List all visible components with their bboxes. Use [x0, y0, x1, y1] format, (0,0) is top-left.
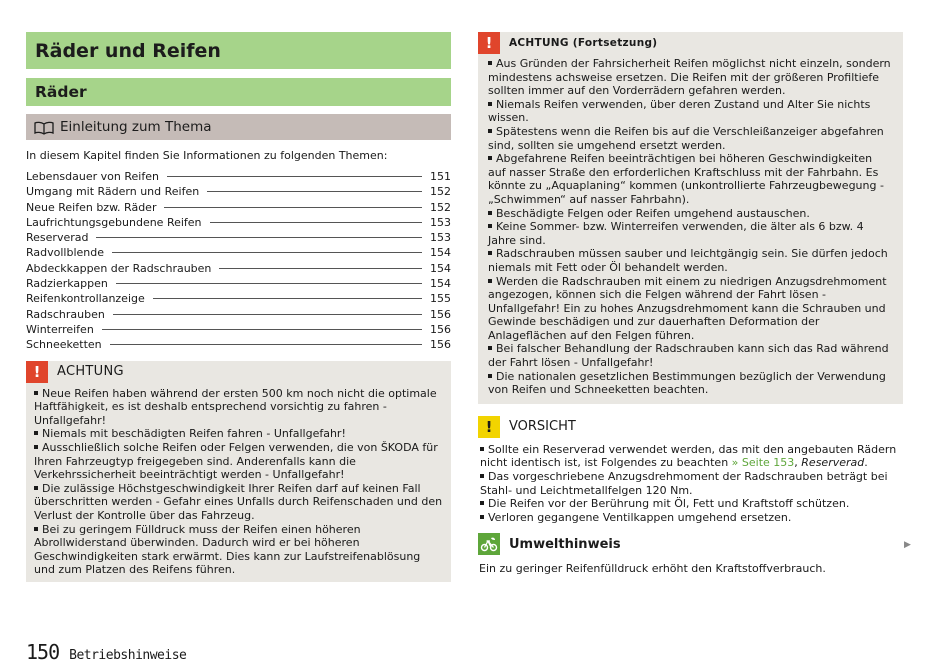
warning-title: ACHTUNG [57, 364, 124, 380]
list-item-text: Verloren gegangene Ventilkappen umgehend ersetzen. [488, 510, 792, 524]
list-item [34, 427, 443, 441]
toc-leader [153, 298, 422, 299]
toc-entry[interactable] [26, 185, 451, 200]
toc-entry[interactable] [26, 170, 451, 185]
list-item-text: Aus Gründen der Fahrsicherheit Reifen möglichst nicht einzeln, sondern mindestens achsweise ersetzen. Die Reifen mit der größeren Profiltiefe sollten immer auf den Vorderrädern gefahren werden. [488, 57, 891, 98]
warning-continued-header [478, 32, 903, 54]
warning-icon: ! [26, 361, 48, 383]
toc-leader [110, 344, 422, 345]
next-page-arrow-icon[interactable]: ▶ [904, 540, 911, 550]
toc-entry[interactable] [26, 308, 451, 323]
chapter-title-bar [26, 32, 451, 69]
footer-section: Betriebshinweise [69, 648, 187, 663]
warning-list [26, 383, 451, 577]
toc-label: Lebensdauer von Reifen [26, 170, 159, 183]
list-item-text: Beschädigte Felgen oder Reifen umgehend austauschen. [496, 206, 810, 220]
list-item [480, 497, 901, 511]
list-item-text: Bei falscher Behandlung der Radschrauben kann sich das Rad während der Fahrt lösen - Unfallgefahr! [488, 342, 889, 370]
bullet-icon [34, 391, 38, 395]
bullet-icon [488, 102, 492, 106]
list-item [34, 482, 443, 523]
toc-label: Abdeckkappen der Radschrauben [26, 261, 212, 275]
toc-page: 151 [430, 170, 451, 183]
bullet-icon [488, 374, 492, 378]
punctuation: , [794, 456, 802, 470]
list-item [480, 443, 901, 470]
table-of-contents [26, 170, 451, 354]
page-footer [26, 640, 186, 664]
toc-page: 152 [430, 200, 451, 214]
environment-title: Umwelthinweis [509, 536, 621, 552]
toc-label: Laufrichtungsgebundene Reifen [26, 215, 202, 229]
toc-page: 154 [430, 246, 451, 260]
toc-page: 155 [430, 292, 451, 306]
bullet-icon [488, 61, 492, 65]
toc-entry[interactable] [26, 201, 451, 216]
bullet-icon [488, 129, 492, 133]
list-item-text: Bei zu geringem Fülldruck muss der Reifen einen höheren Abrollwiderstand überwinden. Dadurch wird er bei höheren Geschwindigkeiten stark erwärmt. Dies kann zur Laufstreifenablösung und zum Platzen des Reifens führen. [34, 522, 421, 577]
toc-page: 152 [430, 185, 451, 199]
toc-page: 154 [430, 261, 451, 275]
warning-icon: ! [478, 32, 500, 54]
bullet-icon [488, 346, 492, 350]
list-item-text: Die zulässige Höchstgeschwindigkeit Ihrer Reifen darf auf keinen Fall überschritten werden - Gefahr eines Unfalls durch Reifenschaden und den Verlust der Kontrolle über das Fahrzeug. [34, 481, 443, 522]
list-item-text: Radschrauben müssen sauber und leichtgängig sein. Sie dürfen jedoch niemals mit Fett oder Öl behandelt werden. [488, 247, 888, 274]
page-reference-link[interactable]: » Seite 153 [731, 456, 795, 470]
list-item-text: Das vorgeschriebene Anzugsdrehmoment der Radschrauben beträgt bei Stahl- und Leichtmetallfelgen 120 Nm. [480, 470, 888, 497]
list-item [488, 152, 893, 206]
toc-entry[interactable] [26, 292, 451, 307]
caution-title: VORSICHT [509, 419, 576, 435]
page-number: 150 [26, 640, 60, 664]
bullet-icon [480, 501, 484, 505]
list-item [488, 342, 893, 369]
intro-text: In diesem Kapitel finden Sie Informationen zu folgenden Themen: [26, 149, 388, 162]
list-item-text: Die Reifen vor der Berührung mit Öl, Fett und Kraftstoff schützen. [488, 497, 850, 511]
bullet-icon [488, 156, 492, 160]
caution-list [478, 443, 903, 525]
bullet-icon [34, 527, 38, 531]
list-item-text: Niemals Reifen verwenden, über deren Zustand und Alter Sie nichts wissen. [488, 97, 871, 125]
list-item [488, 57, 893, 98]
list-item-text: Die nationalen gesetzlichen Bestimmungen bezüglich der Verwendung von Reifen und Schneeketten beachten. [488, 369, 886, 397]
list-item [488, 125, 893, 152]
list-item [34, 523, 443, 577]
list-item-text: Spätestens wenn die Reifen bis auf die Verschleißanzeiger abgefahren sind, sollten sie umgehend ersetzt werden. [488, 124, 884, 152]
list-item [488, 207, 893, 221]
toc-leader [102, 329, 422, 330]
toc-label: Reifenkontrollanzeige [26, 292, 145, 306]
toc-entry[interactable] [26, 246, 451, 261]
list-item [488, 275, 893, 343]
section-title: Räder [35, 83, 87, 101]
list-item [480, 470, 901, 497]
list-item [488, 370, 893, 397]
toc-page: 153 [430, 215, 451, 229]
caution-icon: ! [478, 416, 500, 438]
bullet-icon [480, 447, 484, 451]
list-item [34, 441, 443, 482]
list-item [488, 247, 893, 274]
list-item [488, 98, 893, 125]
environment-header [478, 533, 903, 555]
list-item-text: Sollte ein Reserverad verwendet werden, das mit den angebauten Rädern nicht identisch ist, ist Folgendes zu beachten [480, 442, 897, 470]
toc-entry[interactable] [26, 216, 451, 231]
bullet-icon [34, 486, 38, 490]
bullet-icon [34, 431, 38, 435]
toc-label: Radzierkappen [26, 277, 108, 291]
reference-title: Reserverad [801, 456, 865, 470]
warning-continued-list [478, 54, 903, 397]
toc-label: Neue Reifen bzw. Räder [26, 200, 157, 214]
list-item [488, 220, 893, 247]
toc-page: 154 [430, 277, 451, 291]
environment-icon [478, 533, 500, 555]
toc-page: 156 [430, 322, 451, 336]
list-item-text: Ausschließlich solche Reifen oder Felgen verwenden, die von ŠKODA für Ihren Fahrzeugtyp freigegeben sind. Anderenfalls kann die Verkehrssicherheit beeinträchtigt werden - Unfallgefahr! [34, 440, 438, 482]
toc-leader [219, 268, 422, 269]
list-item [480, 511, 901, 525]
caution-header [478, 416, 903, 438]
intro-header-bar [26, 114, 451, 140]
warning-box [26, 361, 451, 582]
toc-label: Radvollblende [26, 246, 105, 260]
intro-header: Einleitung zum Thema [60, 119, 212, 135]
toc-label: Umgang mit Rädern und Reifen [26, 185, 200, 199]
toc-page: 156 [430, 307, 451, 321]
warning-continued-title: ACHTUNG (Fortsetzung) [509, 37, 658, 49]
bullet-icon [488, 211, 492, 215]
list-item-text: Werden die Radschrauben mit einem zu niedrigen Anzugsdrehmoment angezogen, können sich die Felgen während der Fahrt lösen - Unfallgefahr! Ein zu hohes Anzugsdrehmoment kann die Schrauben und Gewinde beschädigen und zur dauerhaften Deformation der Anlageflächen auf den Felgen führen. [488, 274, 887, 342]
chapter-title: Räder und Reifen [35, 39, 221, 62]
toc-leader [112, 252, 422, 253]
toc-leader [164, 207, 422, 208]
list-item [34, 387, 443, 428]
list-item-text: Abgefahrene Reifen beeinträchtigen bei höheren Geschwindigkeiten auf nasser Straße den erforderlichen Kraftschluss mit der Fahrbahn. Es könnte zu „Aquaplaning“ kommen (unkontrollierte Fahrzeugbewegung - „Schwimmen“ auf nasser Fahrbahn). [488, 152, 884, 206]
toc-label: Winterreifen [26, 322, 94, 336]
list-item-text: Keine Sommer- bzw. Winterreifen verwenden, die älter als 6 bzw. 4 Jahre sind. [488, 220, 864, 247]
toc-label: Radschrauben [26, 307, 105, 321]
toc-label: Schneeketten [26, 338, 102, 352]
toc-leader [167, 176, 422, 177]
toc-leader [210, 222, 422, 223]
toc-leader [113, 314, 422, 315]
bullet-icon [488, 279, 492, 283]
toc-label: Reserverad [26, 231, 89, 245]
section-title-bar [26, 78, 451, 106]
list-item-text: Niemals mit beschädigten Reifen fahren - Unfallgefahr! [42, 427, 346, 441]
warning-header [26, 361, 451, 383]
toc-entry[interactable] [26, 262, 451, 277]
toc-entry[interactable] [26, 338, 451, 353]
toc-leader [207, 191, 422, 192]
bullet-icon [34, 445, 38, 449]
toc-entry[interactable] [26, 231, 451, 246]
bullet-icon [488, 251, 492, 255]
book-icon [34, 120, 54, 134]
environment-text: Ein zu geringer Reifenfülldruck erhöht den Kraftstoffverbrauch. [479, 562, 826, 576]
toc-leader [116, 283, 422, 284]
toc-entry[interactable] [26, 277, 451, 292]
toc-entry[interactable] [26, 323, 451, 338]
toc-page: 153 [430, 231, 451, 245]
toc-leader [96, 237, 422, 238]
toc-page: 156 [430, 338, 451, 352]
warning-continued-box [478, 32, 903, 404]
bullet-icon [488, 224, 492, 228]
bullet-icon [480, 474, 484, 478]
right-column [478, 32, 903, 575]
list-item-text: Neue Reifen haben während der ersten 500 km noch nicht die optimale Haftfähigkeit, es ist deshalb entsprechend vorsichtig zu fahren - Unfallgefahr! [34, 386, 437, 427]
left-column [26, 32, 451, 582]
bullet-icon [480, 515, 484, 519]
punctuation: . [864, 456, 868, 470]
